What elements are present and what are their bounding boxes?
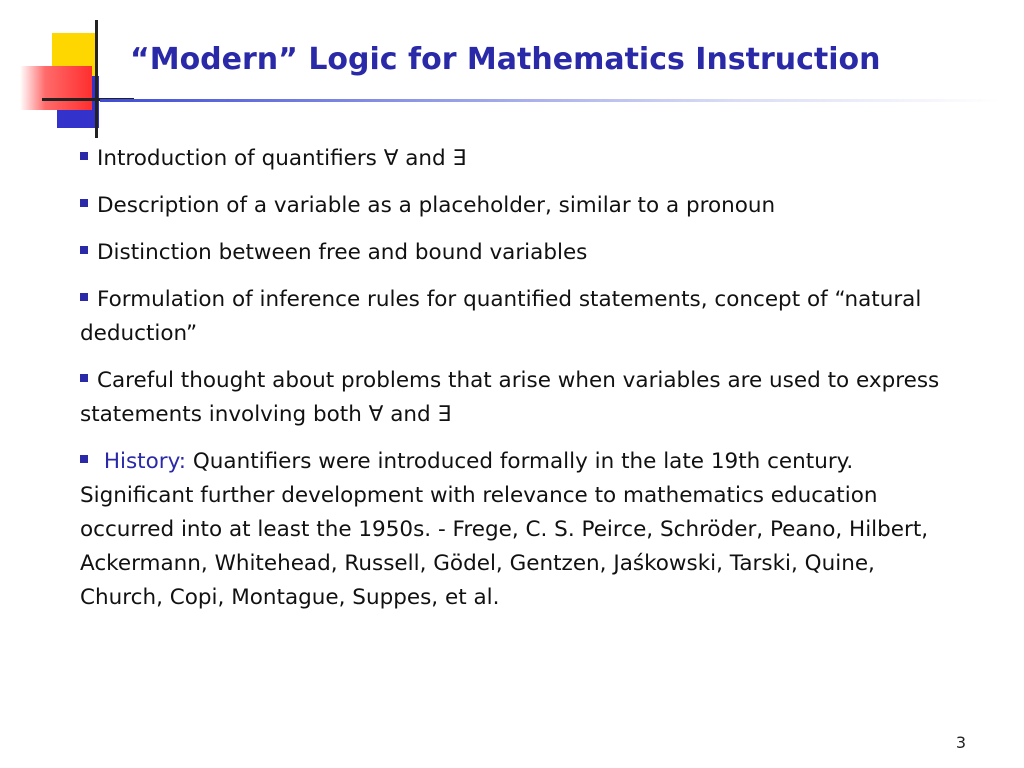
history-label: History: [103,449,187,474]
bullet-text: Careful thought about problems that arise when variables are used to express statements involving both ∀ and ∃ [80,368,940,427]
bullet-square-icon [80,199,88,207]
bullet-list [80,142,960,628]
bullet-text: Description of a variable as a placeholder, similar to a pronoun [97,193,776,218]
history-text: Quantifiers were introduced formally in the late 19th century. Significant further development with relevance to mathematics education occurred into at least the 1950s. - Frege, C. S. Peirce, Schröder, Peano, Hilbert, Ackermann, Whitehead, Russell, Gödel, Gentzen, Jaśkowski, Tarski, Quine, Church, Copi, Montague, Suppes, et al. [80,449,929,610]
bullet-square-icon [80,455,88,463]
page-number: 3 [955,733,966,752]
bullet-text: Introduction of quantifiers ∀ and ∃ [97,146,467,171]
slide-title: “Modern” Logic for Mathematics Instruction [130,42,881,77]
logo-red-square [20,66,92,110]
bullet-item [80,283,960,351]
bullet-text: Formulation of inference rules for quantified statements, concept of “natural deduction” [80,287,922,346]
history-item [80,445,960,615]
bullet-item [80,189,960,223]
logo-vertical-line [95,20,98,138]
bullet-square-icon [80,152,88,160]
decorative-logo-icon [0,0,140,140]
bullet-item [80,364,960,432]
bullet-item [80,142,960,176]
bullet-square-icon [80,246,88,254]
bullet-square-icon [80,293,88,301]
title-underline [100,99,1000,102]
bullet-item [80,236,960,270]
bullet-text: Distinction between free and bound variables [97,240,588,265]
bullet-square-icon [80,374,88,382]
